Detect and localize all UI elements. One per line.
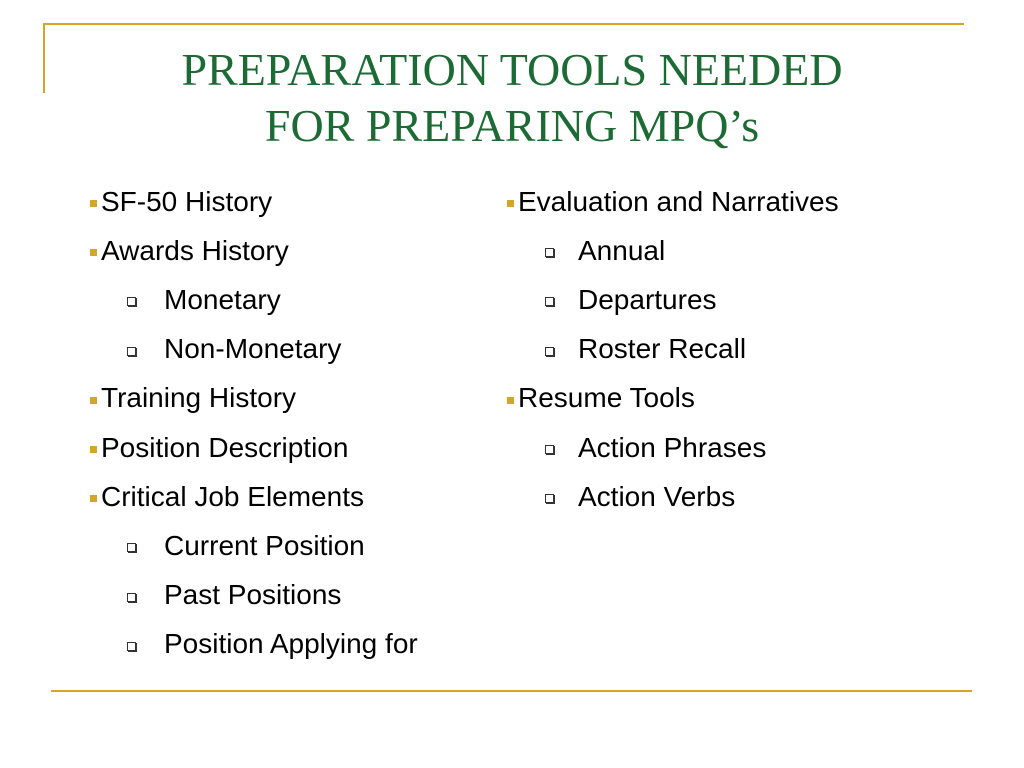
top-rule	[43, 23, 964, 25]
right-bullet-list	[507, 177, 977, 521]
list-item-label: Resume Tools	[518, 382, 695, 414]
sub-list-item-label: Past Positions	[164, 579, 342, 611]
sub-list-item-label: Monetary	[164, 283, 281, 315]
list-item	[90, 423, 510, 472]
left-bullet-list	[90, 177, 510, 669]
sub-list-item	[90, 571, 510, 620]
bottom-rule	[51, 690, 972, 692]
left-rule	[43, 23, 45, 93]
sub-list-item-label: Action Phrases	[578, 431, 767, 463]
list-item	[90, 374, 510, 423]
hollow-square-bullet-icon	[127, 593, 136, 602]
title-line-2: FOR PREPARING MPQ’s	[264, 100, 760, 151]
sub-list-item	[90, 325, 510, 374]
hollow-square-bullet-icon	[127, 297, 136, 306]
sub-list-item	[507, 226, 977, 275]
square-bullet-icon	[90, 495, 97, 502]
square-bullet-icon	[90, 446, 97, 453]
hollow-square-bullet-icon	[545, 347, 554, 356]
hollow-square-bullet-icon	[127, 642, 136, 651]
square-bullet-icon	[507, 200, 514, 207]
list-item-label: Awards History	[101, 234, 289, 266]
list-item	[507, 374, 977, 423]
sub-list-item	[507, 275, 977, 324]
sub-list-item	[90, 620, 510, 669]
list-item-label: Position Description	[101, 431, 349, 463]
sub-list-item	[507, 325, 977, 374]
square-bullet-icon	[90, 397, 97, 404]
sub-list-item	[507, 423, 977, 472]
sub-list-item-label: Roster Recall	[578, 333, 747, 365]
sub-list-item-label: Annual	[578, 234, 666, 266]
sub-list-item	[90, 275, 510, 324]
hollow-square-bullet-icon	[545, 248, 554, 257]
list-item-label: SF-50 History	[101, 185, 273, 217]
list-item	[90, 177, 510, 226]
square-bullet-icon	[90, 249, 97, 256]
square-bullet-icon	[507, 397, 514, 404]
list-item-label: Critical Job Elements	[101, 480, 364, 512]
square-bullet-icon	[90, 200, 97, 207]
list-item	[90, 226, 510, 275]
sub-list-item	[507, 472, 977, 521]
hollow-square-bullet-icon	[545, 494, 554, 503]
sub-list-item-label: Action Verbs	[578, 480, 736, 512]
hollow-square-bullet-icon	[545, 445, 554, 454]
sub-list-item-label: Position Applying for	[164, 628, 418, 660]
hollow-square-bullet-icon	[127, 347, 136, 356]
slide-title	[60, 42, 964, 154]
sub-list-item	[90, 521, 510, 570]
list-item	[507, 177, 977, 226]
list-item-label: Training History	[101, 382, 297, 414]
title-line-1: PREPARATION TOOLS NEEDED	[181, 44, 843, 95]
sub-list-item-label: Non-Monetary	[164, 333, 342, 365]
sub-list-item-label: Current Position	[164, 529, 365, 561]
hollow-square-bullet-icon	[545, 297, 554, 306]
list-item	[90, 472, 510, 521]
hollow-square-bullet-icon	[127, 543, 136, 552]
list-item-label: Evaluation and Narratives	[518, 185, 839, 217]
sub-list-item-label: Departures	[578, 283, 717, 315]
